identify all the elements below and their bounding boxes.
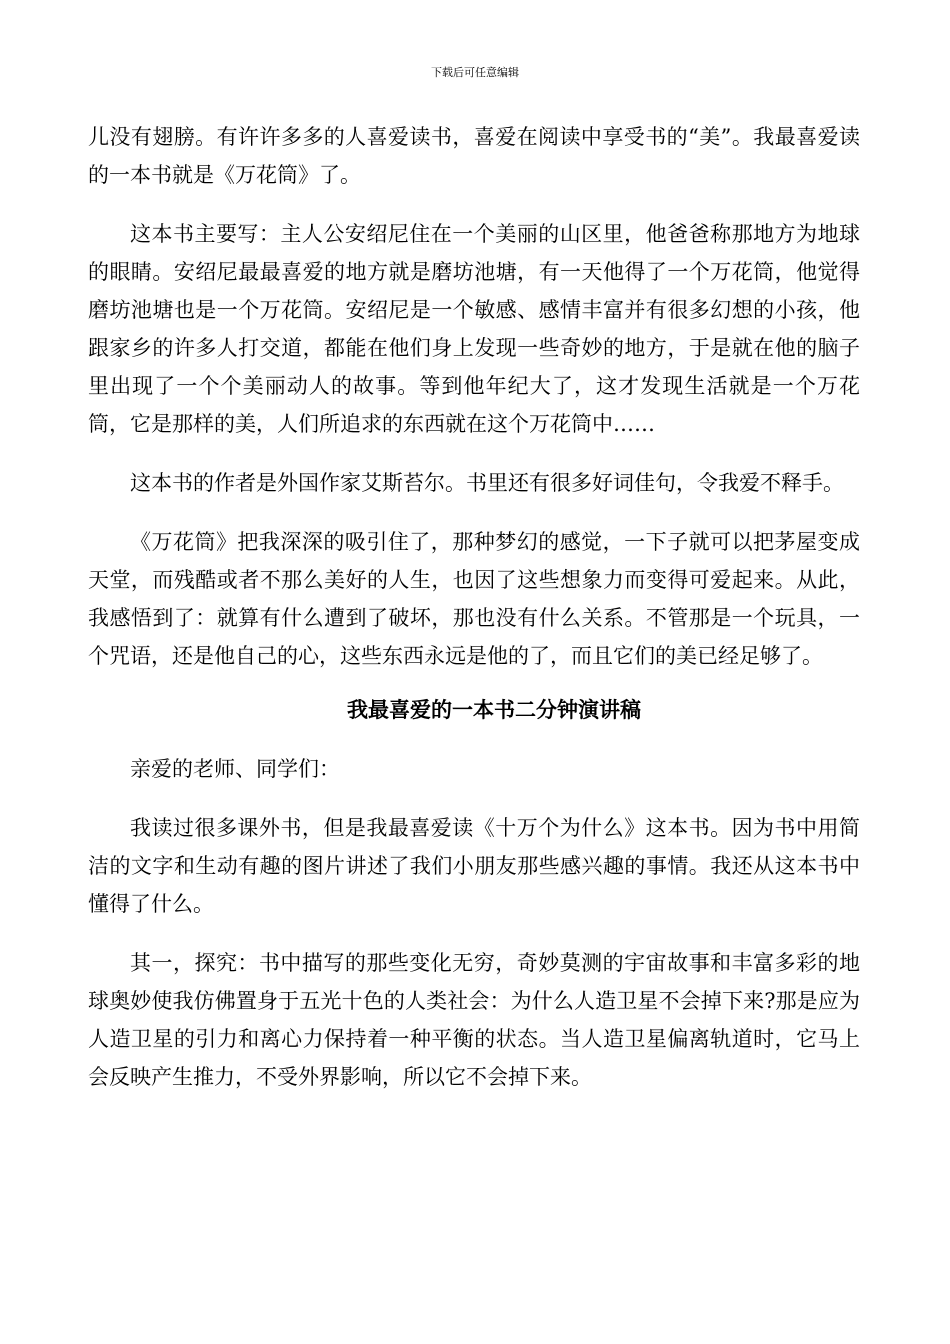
speech-paragraph-explore: 其一，探究：书中描写的那些变化无穷，奇妙莫测的宇宙故事和丰富多彩的地球奥妙使我仿佛置身于五光十色的人类社会：为什么人造卫星不会掉下来?那是应为人造卫星的引力和离心力保持着一种平衡的状态。当人造卫星偏离轨道时，它马上会反映产生推力，不受外界影响，所以它不会掉下来。: [88, 951, 860, 1089]
speech-paragraph-intro: 我读过很多课外书，但是我最喜爱读《十万个为什么》这本书。因为书中用简洁的文字和生动有趣的图片讲述了我们小朋友那些感兴趣的事情。我还从这本书中懂得了什么。: [88, 816, 860, 916]
paragraph-reflection: 《万花筒》把我深深的吸引住了，那种梦幻的感觉，一下子就可以把茅屋变成天堂，而残酷或者不那么美好的人生，也因了这些想象力而变得可爱起来。从此，我感悟到了：就算有什么遭到了破坏，那也没有什么关系。不管那是一个玩具，一个咒语，还是他自己的心，这些东西永远是他的了，而且它们的美已经足够了。: [88, 530, 860, 668]
speech-title: 我最喜爱的一本书二分钟演讲稿: [347, 697, 641, 722]
speech-greeting: 亲爱的老师、同学们：: [130, 757, 340, 781]
page-header-note: 下载后可任意编辑: [431, 66, 519, 79]
paragraph-summary: 这本书主要写：主人公安绍尼住在一个美丽的山区里，他爸爸称那地方为地球的眼睛。安绍尼最最喜爱的地方就是磨坊池塘，有一天他得了一个万花筒，他觉得磨坊池塘也是一个万花筒。安绍尼是一个敏感、感情丰富并有很多幻想的小孩，他跟家乡的许多人打交道，都能在他们身上发现一些奇妙的地方，于是就在他的脑子里出现了一个个美丽动人的故事。等到他年纪大了，这才发现生活就是一个万花筒，它是那样的美，人们所追求的东西就在这个万花筒中……: [88, 222, 860, 436]
paragraph-continuation: 儿没有翅膀。有许许多多的人喜爱读书，喜爱在阅读中享受书的“美”。我最喜爱读的一本书就是《万花筒》了。: [88, 125, 860, 187]
document-body: [88, 118, 860, 1096]
paragraph-author: 这本书的作者是外国作家艾斯苔尔。书里还有很多好词佳句，令我爱不释手。: [130, 471, 844, 495]
